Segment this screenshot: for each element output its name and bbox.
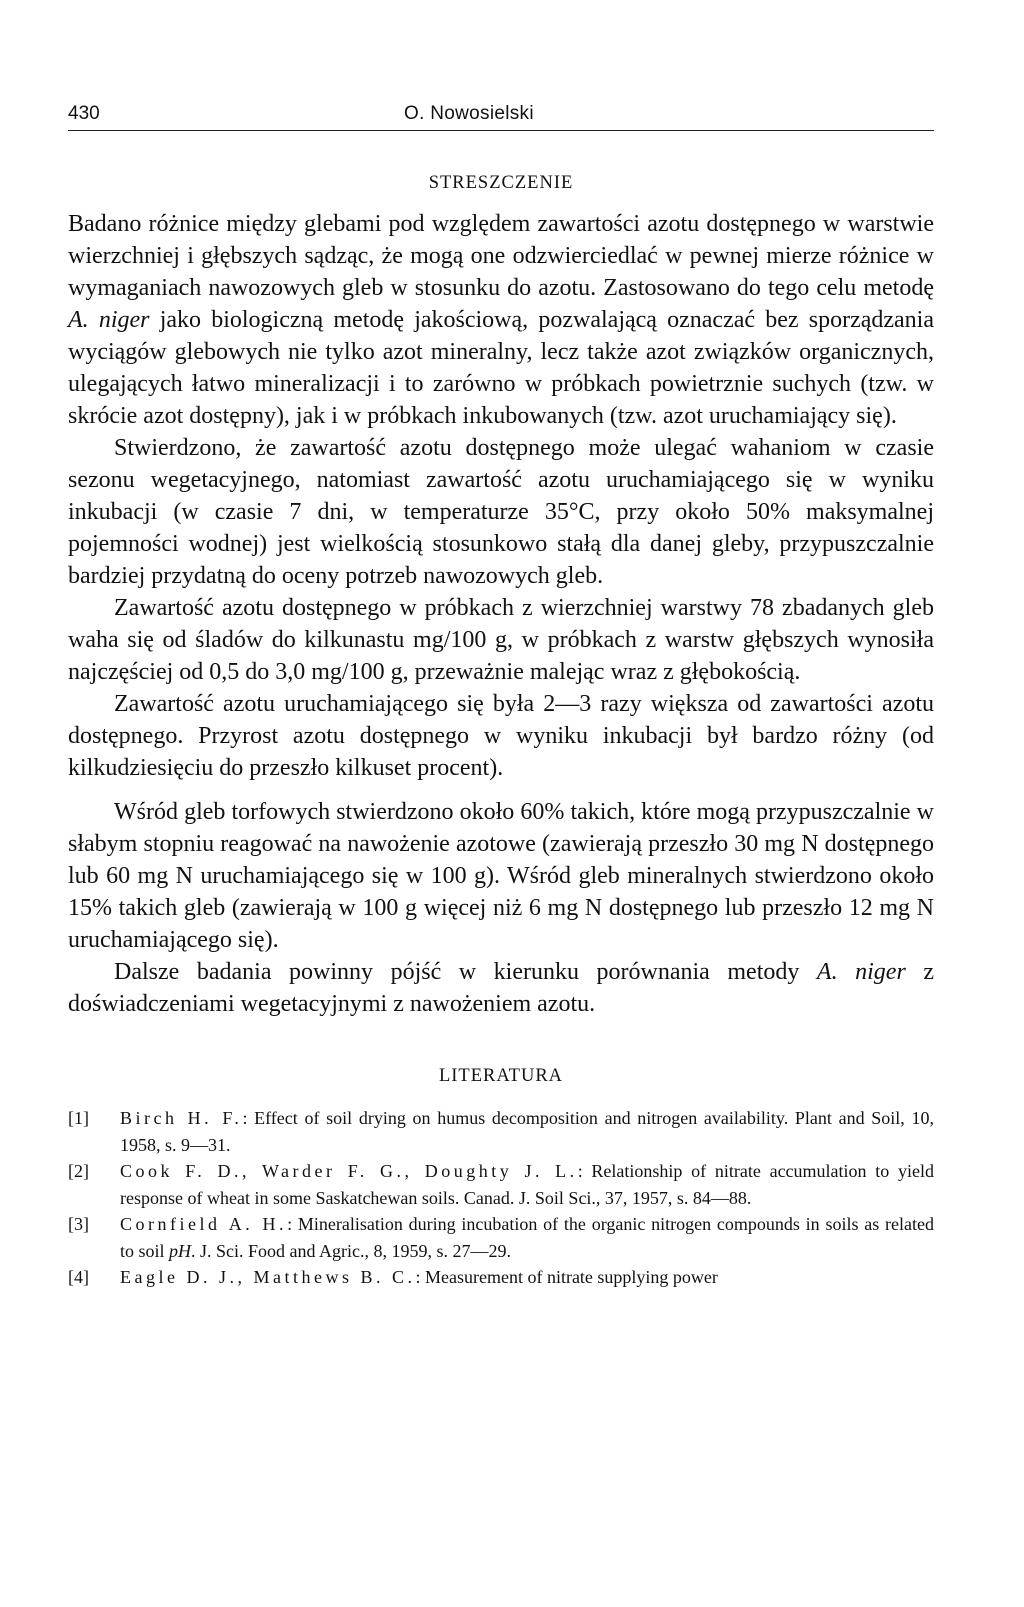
ph-term: pH xyxy=(169,1240,192,1261)
reference-text: . J. Sci. Food and Agric., 8, 1959, s. 27—29. xyxy=(191,1240,512,1261)
running-author: O. Nowosielski xyxy=(404,103,534,124)
reference-text: : Mineralisation during incubation of the organic nitrogen compounds in soils as related to soil xyxy=(120,1214,934,1261)
reference-list xyxy=(68,1105,934,1291)
reference-number: [2] xyxy=(68,1161,89,1181)
reference-item xyxy=(68,1158,934,1211)
text-span: Badano różnice między glebami pod względem zawartości azotu dostępnego w warstwie wierzchniej i głębszych sądząc, że mogą one odzwierciedlać w pewnej mierze różnice w wymaganiach nawozowych gleb w stosunku do azotu. Zastosowano do tego celu metodę xyxy=(68,211,934,301)
reference-item xyxy=(68,1211,934,1264)
abstract-paragraph-3: Zawartość azotu dostępnego w próbkach z wierzchniej warstwy 78 zbadanych gleb waha się od śladów do kilkunastu mg/100 g, w próbkach z warstw głębszych wynosiła najczęściej od 0,5 do 3,0 mg/100 g, przeważnie malejąc wraz z głębokością. xyxy=(68,595,934,685)
reference-number: [4] xyxy=(68,1267,89,1287)
running-header xyxy=(68,100,934,131)
reference-item xyxy=(68,1105,934,1158)
reference-authors: Birch H. F. xyxy=(120,1108,243,1128)
reference-number: [1] xyxy=(68,1108,89,1128)
reference-authors: Eagle D. J., Matthews B. C. xyxy=(120,1267,416,1287)
reference-text: : Relationship of nitrate accumulation to yield response of wheat in some Saskatchewan soils. Canad. J. Soil Sci., 37, 1957, s. 84—88. xyxy=(120,1161,934,1208)
abstract-title: STRESZCZENIE xyxy=(428,173,574,193)
species-name: A. niger xyxy=(68,307,150,333)
reference-text: : Effect of soil drying on humus decomposition and nitrogen availability. Plant and Soil, 10, 1958, s. 9—31. xyxy=(120,1108,934,1155)
text-span: Dalsze badania powinny pójść w kierunku porównania metody xyxy=(114,959,817,985)
page-number: 430 xyxy=(68,103,100,124)
reference-item xyxy=(68,1264,934,1291)
text-span: z doświadczeniami wegetacyjnymi z nawożeniem azotu. xyxy=(68,959,934,1017)
reference-number: [3] xyxy=(68,1214,89,1234)
reference-authors: Cook F. D., Warder F. G., Doughty J. L. xyxy=(120,1161,578,1181)
species-name: A. niger xyxy=(816,959,906,985)
abstract-paragraph-4: Zawartość azotu uruchamiającego się była 2—3 razy większa od zawartości azotu dostępnego. Przyrost azotu dostępnego w wyniku inkubacji był bardzo różny (od kilkudziesięciu do przeszło kilkuset procent). xyxy=(68,691,934,781)
abstract-paragraph-1 xyxy=(68,208,934,432)
literature-title: LITERATURA xyxy=(438,1066,564,1086)
reference-authors: Cornfield A. H. xyxy=(120,1214,288,1234)
abstract-paragraph-5: Wśród gleb torfowych stwierdzono około 60% takich, które mogą przypuszczalnie w słabym stopniu reagować na nawożenie azotowe (zawierają przeszło 30 mg N dostępnego lub 60 mg N uruchamiającego się w 100 g). Wśród gleb mineralnych stwierdzono około 15% takich gleb (zawierają w 100 g więcej niż 6 mg N dostępnego lub przeszło 12 mg N uruchamiającego się). xyxy=(68,799,934,953)
abstract-paragraph-2: Stwierdzono, że zawartość azotu dostępnego może ulegać wahaniom w czasie sezonu wegetacyjnego, natomiast zawartość azotu uruchamiającego się w wyniku inkubacji (w czasie 7 dni, w temperaturze 35°C, przy około 50% maksymalnej pojemności wodnej) jest wielkością stosunkowo stałą dla danej gleby, przypuszczalnie bardziej przydatną do oceny potrzeb nawozowych gleb. xyxy=(68,435,934,589)
abstract-body xyxy=(68,208,934,1020)
abstract-paragraph-6 xyxy=(68,956,934,1020)
reference-text: : Measurement of nitrate supplying power xyxy=(415,1267,718,1287)
text-span: jako biologiczną metodę jakościową, pozwalającą oznaczać bez sporządzania wyciągów glebowych nie tylko azot mineralny, lecz także azot związków organicznych, ulegających łatwo mineralizacji i to zarówno w próbkach powietrznie suchych (tzw. w skrócie azot dostępny), jak i w próbkach inkubowanych (tzw. azot uruchamiający się). xyxy=(68,307,934,429)
document-page xyxy=(68,100,934,1291)
